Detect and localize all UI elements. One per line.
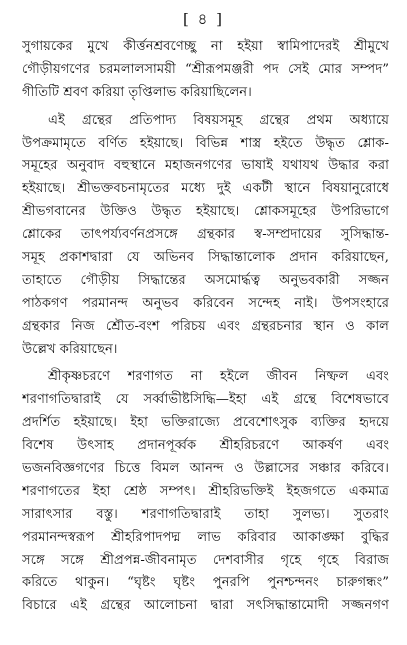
text-line: হইয়াছে। শ্রীভক্তবচনামৃতের মধ্যে দুই একটী স্থানে বিষয়ানুরোধে — [22, 181, 389, 197]
text-line: ভজনবিজ্ঞগণের চিত্তে বিমল আনন্দ ও উল্লাসের সঞ্চার করিবে। — [22, 461, 389, 477]
text-line: শরণাগতিদ্বারাই যে সর্ব্বাভীষ্টসিদ্ধি—ইহা এই গ্রন্থে বিশেষভাবে — [22, 392, 389, 408]
text-line: উপক্রমামৃতে বর্ণিত হইয়াছে। বিভিন্ন শাস্ত্র হইতে উদ্ধৃত শ্লোক- — [22, 135, 389, 151]
paragraph-2 — [22, 110, 389, 362]
text-line: গীতিটি শ্রবণ করিয়া তৃপ্তিলাভ করিয়াছিলেন। — [22, 84, 252, 100]
text-line: পাঠকগণ পরমানন্দ অনুভব করিবেন সন্দেহ নাই। উপসংহারে — [22, 295, 389, 311]
text-line: সমূহের অনুবাদ বহুস্থানে মহাজনগণের ভাষাই যথাযথ উদ্ধার করা — [22, 158, 389, 174]
text-line: প্রদর্শিত হইয়াছে। ইহা ভক্তিরাজ্যে প্রবেশোৎসুক ব্যক্তির হৃদয়ে — [22, 415, 389, 431]
text-line: এই গ্রন্থের প্রতিপাদ্য বিষয়সমূহ গ্রন্থের প্রথম অধ্যায়ে — [48, 112, 389, 128]
paragraph-3 — [22, 366, 389, 618]
text-line: বিশেষ উৎসাহ প্রদানপূর্ব্বক শ্রীহরিচরণে আকর্ষণ এবং — [22, 438, 389, 454]
text-line: গৌড়ীয়গণের চরমলালসাময়ী “শ্রীরূপমঞ্জরী পদ সেই মোর সম্পদ” — [22, 61, 389, 77]
text-line: শরণাগতের ইহা শ্রেষ্ঠ সম্পৎ। শ্রীহরিভক্তিই ইহজগতে একমাত্র — [22, 483, 389, 499]
text-line: সমূহ প্রকাশদ্বারা যে অভিনব সিদ্ধান্তালোক প্রদান করিয়াছেন, — [22, 250, 389, 266]
text-line: বিচারে এই গ্রন্থের আলোচনা দ্বারা সৎসিদ্ধান্তামোদী সজ্জনগণ — [22, 598, 389, 614]
page-number: [ ৪ ] — [183, 10, 224, 28]
text-line: গ্রন্থকার নিজ শ্রৌত-বংশ পরিচয় এবং গ্রন্থরচনার স্থান ও কাল — [22, 318, 389, 334]
text-line: সুগায়কের মুখে কীর্ত্তনশ্রবণেচ্ছু না হইয়া স্বামিপাদেরই শ্রীমুখে — [22, 39, 389, 54]
text-line: শ্লোকের তাৎপর্য্যবর্ণনপ্রসঙ্গে গ্রন্থকার স্ব-সম্প্রদায়ের সুসিদ্ধান্ত- — [22, 227, 389, 243]
text-line: সারাৎসার বস্তু। শরণাগতিদ্বারাই তাহা সুলভ্য। সুতরাং — [22, 506, 389, 522]
text-line: শ্রীভগবানের উক্তিও উদ্ধৃত হইয়াছে। শ্লোকসমূহের উপরিভাগে — [22, 204, 389, 220]
text-line: উল্লেখ করিয়াছেন। — [22, 341, 118, 357]
text-line: সঙ্গে সঙ্গে শ্রীপ্রপন্ন-জীবনামৃত দেশবাসীর গৃহে গৃহে বিরাজ — [22, 552, 389, 568]
text-line: করিতে থাকুন। “ঘৃষ্টং ঘৃষ্টং পুনরপি পুনশ্চন্দনং চারুগন্ধং” — [22, 575, 389, 591]
text-line: পরমানন্দস্বরূপ শ্রীহরিপাদপদ্ম লাভ করিবার আকাঙ্ক্ষা বুদ্ধির — [22, 529, 389, 545]
paragraph-1 — [22, 36, 389, 105]
body-text — [22, 36, 389, 623]
text-line: শ্রীকৃষ্ণচরণে শরণাগত না হইলে জীবন নিষ্ফল এবং — [48, 369, 389, 385]
text-line: তাহাতে গৌড়ীয় সিদ্ধান্তের অসমোর্দ্ধত্ব অনুভবকারী সজ্জন — [22, 272, 389, 288]
